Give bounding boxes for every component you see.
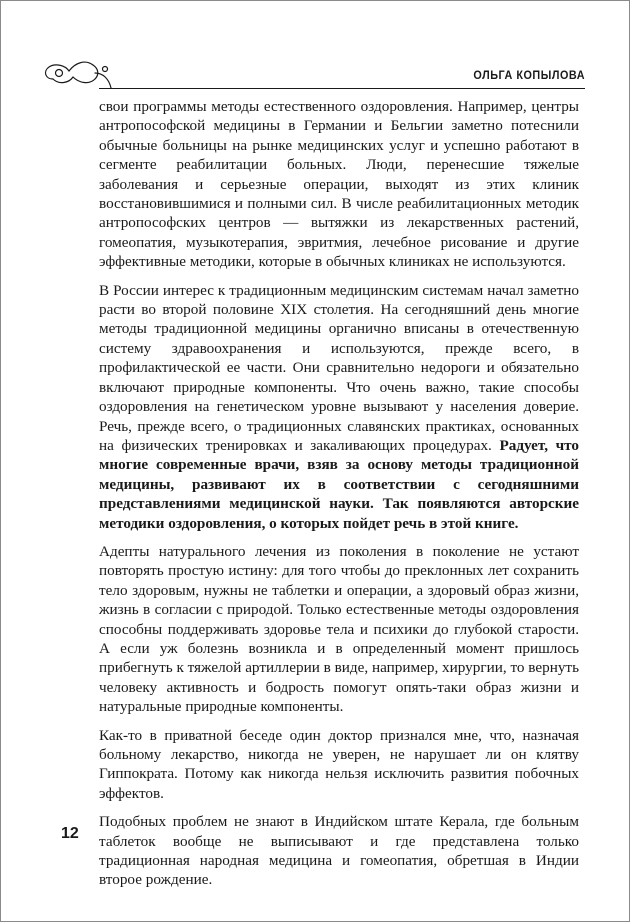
paragraph: Подобных проблем не знают в Индийском штате Керала, где больным таблеток вообще не выписывают и где представлена только традиционная народная медицина и гомеопатия, обретшая в Индии второе рождение. <box>99 813 579 889</box>
page-number: 12 <box>61 825 79 842</box>
paragraph: Как-то в приватной беседе один доктор признался мне, что, назначая больному лекарство, никогда не уверен, не нарушает ли он клятву Гиппократа. Потому как никогда нельзя исключить развития побочных эффектов. <box>99 726 579 802</box>
paragraph: свои программы методы естественного оздоровления. Например, центры антропософской медицины в Германии и Бельгии заметно потеснили обычные больницы на рынке медицинских услуг и успешно работают в сегменте реабилитации больных. Люди, перенесшие тяжелые заболевания и серьезные операции, выходят из этих клиник восстановившимися и полными сил. В числе реабилитационных методик антропософских центров — вытяжки из лекарственных растений, гомеопатия, музыкотерапия, эвритмия, лечебное рисование и другие эффективные методики, которые в обычных клиниках не используются. <box>99 98 579 271</box>
paragraph-text: В России интерес к традиционным медицинским системам начал заметно расти во второй половине XIX столетия. На сегодняшний день многие методы традиционной медицины органично вписаны в отечественную систему здравоохранения и используются, прежде всего, в профилактической ее части. Они сравнительно недороги и обязательно включают природные компоненты. Что очень важно, такие способы оздоровления на генетическом уровне вызывают у населения доверие. Речь, прежде всего, о традиционных славянских практиках, основанных на физических тренировках и закаливающих процедурах. <box>99 281 579 454</box>
body-text <box>99 97 579 899</box>
paragraph: Адепты натурального лечения из поколения в поколение не устают повторять простую истину: для того чтобы до преклонных лет сохранить тело здоровым, нужны не таблетки и операции, а здоровый образ жизни, жизнь в согласии с природой. Только естественные методы оздоровления способны поддерживать здоровье тела и психики до глубокой старости. А если уж болезнь возникла и в определенный момент пришлось прибегнуть к тяжелой артиллерии в виде, например, хирургии, то вернуть человеку активность и бодрость помогут опять-таки образ жизни и натуральные природные компоненты. <box>99 542 579 716</box>
stethoscope-icon <box>39 49 119 97</box>
paragraph-bold-text: Радует, что многие современные врачи, взяв за основу методы традиционной медицины, развивают их в соответствии с сегодняшними представлениями медицинской науки. Так появляются авторские методики оздоровления, о которых пойдет речь в этой книге. <box>99 436 579 532</box>
paragraph <box>99 281 579 533</box>
header-rule <box>99 88 585 89</box>
running-header-author: ОЛЬГА КОПЫЛОВА <box>473 68 585 82</box>
